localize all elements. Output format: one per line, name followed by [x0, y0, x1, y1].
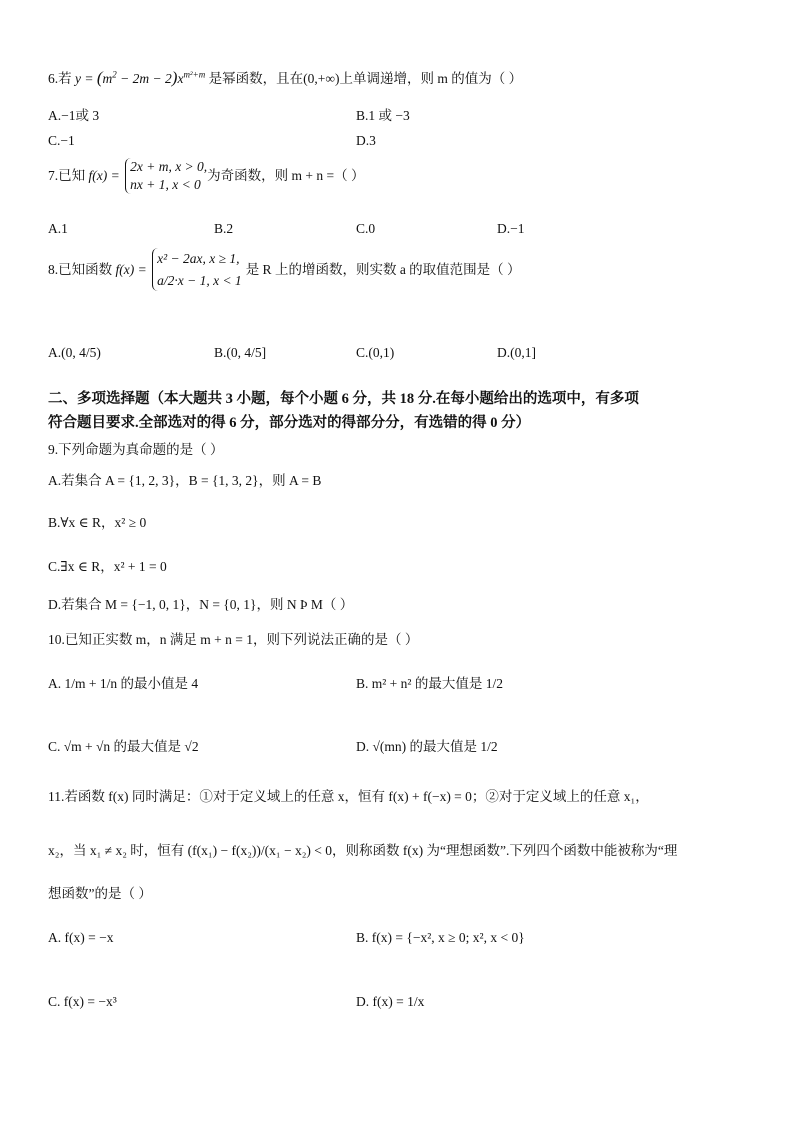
q8-option-d: D.(0,1] [497, 345, 536, 360]
q10-stem: 10.已知正实数 m，n 满足 m + n = 1，则下列说法正确的是（ ） [48, 632, 419, 647]
q10-option-a: A. 1/m + 1/n 的最小值是 4 [48, 676, 199, 691]
q9-option-a: A.若集合 A = {1, 2, 3}，B = {1, 3, 2}，则 A = B [48, 473, 322, 488]
q11-stem-line-3: 想函数”的是（ ） [48, 886, 152, 901]
q11-line-2-b: (f(x₁) − f(x₂))/(x₁ − x₂) < 0，则称函数 f(x) 为“理想函数”.下列四个函数中能被称为“理 [187, 843, 678, 858]
q11-option-b: B. f(x) = {−x², x ≥ 0; x², x < 0} [356, 930, 525, 945]
q11-option-a: A. f(x) = −x [48, 930, 114, 945]
q6-option-a: A.−1或 3 [48, 108, 100, 123]
q9-option-b: B.∀x ∈ R，x² ≥ 0 [48, 515, 147, 530]
q8-piecewise [152, 248, 242, 291]
q10-option-b: B. m² + n² 的最大值是 1/2 [356, 676, 503, 691]
section-2-heading-line-1: 二、多项选择题（本大题共 3 小题，每个小题 6 分，共 18 分.在每小题给出的选项中，有多项 [48, 391, 639, 407]
q6-option-d: D.3 [356, 133, 376, 148]
q11-option-d: D. f(x) = 1/x [356, 994, 425, 1009]
q6-prefix: 6.若 [48, 71, 72, 86]
q8-option-c: C.(0,1) [356, 345, 395, 360]
q9-stem: 9.下列命题为真命题的是（ ） [48, 442, 224, 457]
q7-option-d: D.−1 [497, 221, 525, 236]
q7-option-a: A.1 [48, 221, 68, 236]
q6-option-b: B.1 或 −3 [356, 108, 410, 123]
q7-suffix: 为奇函数，则 m + n =（ ） [207, 168, 365, 184]
q8-option-a: A.(0, 4/5) [48, 345, 101, 360]
q10-option-d: D. √(mn) 的最大值是 1/2 [356, 739, 498, 754]
q8-option-b: B.(0, 4/5] [214, 345, 267, 360]
section-2-heading-line-2: 符合题目要求.全部选对的得 6 分，部分选对的得部分分，有选错的得 0 分） [48, 415, 531, 431]
q6-stem [48, 68, 522, 88]
q7-option-b: B.2 [214, 221, 234, 236]
q11-line-2-a: x₂，当 x₁ ≠ x₂ 时，恒有 [48, 843, 185, 858]
q7-piece-2: nx + 1, x < 0 [130, 177, 201, 193]
q8-stem: 8.已知函数 f(x) = x² − 2ax, x ≥ 1, a/2·x − 1, x < 1 是 R 上的增函数，则实数 a 的取值范围是（ ） [48, 248, 521, 291]
q8-piece-1: x² − 2ax, x ≥ 1, [157, 251, 240, 266]
q7-piece-1: 2x + m, x > 0, [130, 159, 208, 174]
q8-prefix: 8.已知函数 [48, 261, 113, 277]
q7-piecewise [125, 158, 207, 194]
q6-suffix: 是幂函数，且在(0,+∞)上单调递增，则 m 的值为（ ） [208, 71, 523, 86]
q8-suffix: 是 R 上的增函数，则实数 a 的取值范围是（ ） [245, 261, 521, 277]
q7-stem: 7.已知 f(x) = 2x + m, x > 0, nx + 1, x < 0 为奇函数，则 m + n =（ ） [48, 158, 365, 194]
q9-option-d: D.若集合 M = {−1, 0, 1}，N = {0, 1}，则 N Þ M（ ） [48, 597, 354, 612]
q11-option-c: C. f(x) = −x³ [48, 994, 117, 1009]
q6-func-expr: $y = (m^2 - 2m - 2)x^{m^2+m}$ [75, 68, 206, 87]
q8-piece-2: a/2·x − 1, x < 1 [157, 272, 242, 288]
q7-prefix: 7.已知 [48, 168, 86, 184]
q10-option-c: C. √m + √n 的最大值是 √2 [48, 739, 199, 754]
q11-stem-line-2 [48, 843, 677, 859]
q7-option-c: C.0 [356, 221, 376, 236]
q9-option-c: C.∃x ∈ R，x² + 1 = 0 [48, 559, 167, 574]
q6-option-c: C.−1 [48, 133, 75, 148]
q11-stem-line-1: 11.若函数 f(x) 同时满足：①对于定义域上的任意 x，恒有 f(x) + f(−x) = 0；②对于定义域上的任意 x₁， [48, 789, 649, 804]
